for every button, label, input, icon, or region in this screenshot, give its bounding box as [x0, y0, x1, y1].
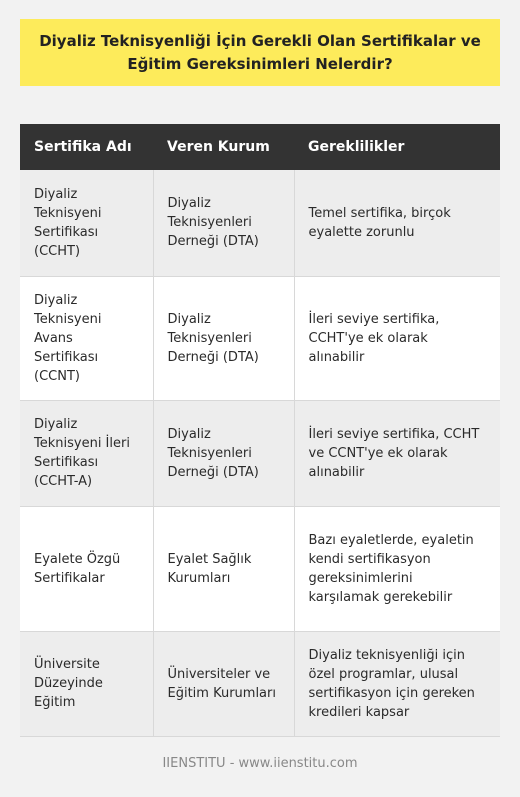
table-row: [20, 631, 500, 736]
header-issuing-body: Veren Kurum: [153, 124, 294, 170]
cell-issuing-body: Diyaliz Teknisyenleri Derneği (DTA): [153, 400, 294, 506]
header-requirements: Gereklilikler: [294, 124, 500, 170]
table-row: [20, 276, 500, 400]
table-row: [20, 506, 500, 631]
table-row: [20, 400, 500, 506]
cell-requirements: Diyaliz teknisyenliği için özel programlar, ulusal sertifikasyon için gereken kredileri kapsar: [294, 631, 500, 736]
footer-credit: IIENSTITU - www.iienstitu.com: [162, 756, 358, 771]
cell-requirements: Bazı eyaletlerde, eyaletin kendi sertifikasyon gereksinimlerini karşılamak gerekebilir: [294, 506, 500, 631]
cell-issuing-body: Diyaliz Teknisyenleri Derneği (DTA): [153, 170, 294, 276]
cell-certificate-name: Diyaliz Teknisyeni Sertifikası (CCHT): [20, 170, 153, 276]
cell-certificate-name: Üniversite Düzeyinde Eğitim: [20, 631, 153, 736]
certification-table: [20, 124, 500, 737]
header-certificate-name: Sertifika Adı: [20, 124, 153, 170]
cell-requirements: Temel sertifika, birçok eyalette zorunlu: [294, 170, 500, 276]
cell-issuing-body: Üniversiteler ve Eğitim Kurumları: [153, 631, 294, 736]
table-header-row: [20, 124, 500, 170]
page-title: Diyaliz Teknisyenliği İçin Gerekli Olan Sertifikalar ve Eğitim Gereksinimleri Nelerdir?: [39, 31, 481, 73]
cell-certificate-name: Eyalete Özgü Sertifikalar: [20, 506, 153, 631]
cell-issuing-body: Eyalet Sağlık Kurumları: [153, 506, 294, 631]
cell-certificate-name: Diyaliz Teknisyeni İleri Sertifikası (CCHT-A): [20, 400, 153, 506]
cell-issuing-body: Diyaliz Teknisyenleri Derneği (DTA): [153, 276, 294, 400]
title-banner: [20, 19, 500, 86]
table-row: [20, 170, 500, 276]
cell-requirements: İleri seviye sertifika, CCHT ve CCNT'ye ek olarak alınabilir: [294, 400, 500, 506]
cell-requirements: İleri seviye sertifika, CCHT'ye ek olarak alınabilir: [294, 276, 500, 400]
cell-certificate-name: Diyaliz Teknisyeni Avans Sertifikası (CCNT): [20, 276, 153, 400]
